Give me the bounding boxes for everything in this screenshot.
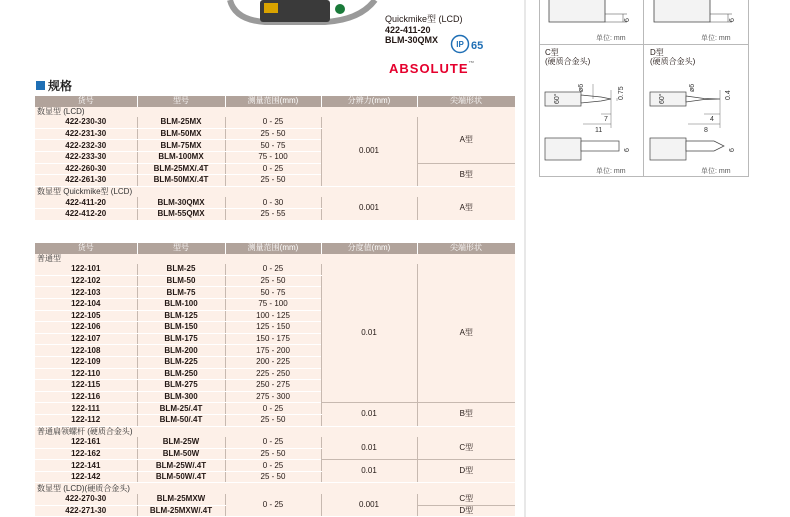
cell-range: 75 - 100 [225,151,321,163]
cell-code: 122-110 [35,368,137,380]
cell-code: 122-106 [35,322,137,334]
spec-heading [36,77,72,94]
table-row [35,403,515,415]
cell-code: 122-107 [35,333,137,345]
cell-range: 0 - 25 [225,117,321,128]
spec-table-electronic [35,96,516,221]
tip-c-desc: (硬质合金头) [545,57,591,66]
cell-range: 0 - 25 [225,437,321,448]
cell-tip: D型 [417,460,515,483]
cell-range: 50 - 75 [225,287,321,299]
cell-model: BLM-25 [137,264,225,275]
group-label: 数显型 (LCD)(硬质合金头) [35,483,515,494]
tip-d-desc: (硬质合金头) [650,57,696,66]
cell-division: 0.001 [321,494,417,517]
header-resolution: 分辨力(mm) [321,96,417,107]
cell-model: BLM-50W [137,448,225,460]
cell-tip: C型 [417,494,515,505]
tip-d-title [650,48,695,66]
cell-code: 422-232-30 [35,140,137,152]
header-range: 测量范围(mm) [225,243,321,254]
cell-model: BLM-25W/.4T [137,460,225,472]
tip-c-title [545,48,590,66]
trademark-mark: ™ [468,61,476,67]
cell-range: 0 - 25 [225,403,321,415]
table-row [35,494,515,505]
cell-model: BLM-25MXW/.4T [137,505,225,517]
cell-model: BLM-50/.4T [137,414,225,426]
absolute-logo [389,61,476,76]
cell-model: BLM-25MX [137,117,225,128]
spec-table-mechanical [35,243,516,517]
cell-range: 175 - 200 [225,345,321,357]
cell-model: BLM-225 [137,356,225,368]
spec-heading-text: 规格 [48,79,73,93]
cell-range: 0 - 25 [225,264,321,275]
cell-division: 0.01 [321,460,417,483]
table-row [35,117,515,128]
table-row [35,264,515,275]
panel-divider [539,44,748,45]
cell-division: 0.01 [321,264,417,403]
unit-label: 单位: mm [701,168,731,175]
dim-label: 6 [729,18,736,22]
cell-resolution: 0.001 [321,197,417,220]
dim-label: ø6 [578,83,585,92]
cell-code: 122-102 [35,275,137,287]
ip65-badge [450,34,490,54]
cell-range: 50 - 75 [225,140,321,152]
cell-code: 422-261-30 [35,175,137,187]
cell-code: 422-231-30 [35,128,137,140]
cell-range: 25 - 50 [225,414,321,426]
cell-model: BLM-300 [137,391,225,403]
table-header-row [35,96,515,107]
series-label: Quickmike型 (LCD) [385,14,463,24]
dim-label: 11 [595,127,603,134]
dim-label: 6 [729,148,736,152]
cell-range: 25 - 50 [225,175,321,187]
cell-range: 0 - 25 [225,460,321,472]
cell-model: BLM-55QMX [137,208,225,220]
cell-range: 250 - 275 [225,380,321,392]
tip-a-drawing [545,0,637,30]
header-tip: 尖端形状 [417,243,515,254]
tip-b-drawing [650,0,742,30]
cell-model: BLM-100 [137,298,225,310]
cell-range: 0 - 30 [225,197,321,208]
cell-range: 25 - 50 [225,275,321,287]
cell-model: BLM-175 [137,333,225,345]
header-tip: 尖端形状 [417,96,515,107]
dim-label: 0.75 [618,86,625,100]
cell-range: 100 - 125 [225,310,321,322]
table-row [35,163,515,175]
table-row [35,460,515,472]
group-label: 普通型 [35,254,515,265]
table-row [35,197,515,208]
header-code: 货号 [35,243,137,254]
cell-range: 25 - 50 [225,471,321,483]
product-model: BLM-30QMX [385,35,439,45]
tip-c-name: C型 [545,48,559,57]
cell-code: 122-162 [35,448,137,460]
cell-model: BLM-100MX [137,151,225,163]
cell-code: 122-109 [35,356,137,368]
cell-model: BLM-50W/.4T [137,471,225,483]
cell-code: 422-260-30 [35,163,137,175]
dim-label: ø6 [689,83,696,92]
ip-text: IP [456,40,464,49]
group-label: 数显型 Quickmike型 (LCD) [35,186,515,197]
cell-code: 422-270-30 [35,494,137,505]
cell-code: 122-116 [35,391,137,403]
cell-code: 422-271-30 [35,505,137,517]
cell-code: 422-411-20 [35,197,137,208]
page-divider [524,0,526,517]
cell-model: BLM-25/.4T [137,403,225,415]
header-range: 测量范围(mm) [225,96,321,107]
cell-code: 122-112 [35,414,137,426]
cell-model: BLM-150 [137,322,225,334]
unit-label: 单位: mm [596,168,626,175]
group-label: 普通扁领螺杆 (硬质合金头) [35,426,515,437]
cell-range: 125 - 150 [225,322,321,334]
cell-code: 122-105 [35,310,137,322]
cell-range: 0 - 25 [225,494,321,517]
cell-tip: A型 [417,117,515,163]
cell-tip: B型 [417,403,515,426]
absolute-logo-text: ABSOLUTE [389,61,469,76]
dim-label: 0.4 [725,90,732,100]
cell-code: 122-104 [35,298,137,310]
cell-tip: B型 [417,163,515,186]
product-code: 422-411-20 [385,24,431,35]
cell-tip: A型 [417,197,515,220]
cell-tip: C型 [417,437,515,460]
dim-label: 7 [604,116,608,123]
cell-range: 75 - 100 [225,298,321,310]
cell-range: 25 - 50 [225,128,321,140]
cell-model: BLM-25MX/.4T [137,163,225,175]
cell-model: BLM-50 [137,275,225,287]
cell-model: BLM-75 [137,287,225,299]
cell-code: 422-230-30 [35,117,137,128]
cell-code: 122-101 [35,264,137,275]
cell-code: 122-142 [35,471,137,483]
tip-c-drawing [543,70,641,170]
cell-model: BLM-50MX [137,128,225,140]
dim-label: 60° [659,93,666,104]
cell-model: BLM-200 [137,345,225,357]
unit-label: 单位: mm [701,35,731,42]
header-division: 分度值(mm) [321,243,417,254]
cell-division: 0.01 [321,437,417,460]
cell-resolution: 0.001 [321,117,417,186]
cell-tip: A型 [417,264,515,403]
cell-model: BLM-25W [137,437,225,448]
cell-code: 122-115 [35,380,137,392]
cell-code: 122-141 [35,460,137,472]
cell-range: 150 - 175 [225,333,321,345]
header-model: 型号 [137,96,225,107]
tip-d-drawing [648,70,746,170]
dim-label: 8 [704,127,708,134]
heading-square-icon [36,81,45,90]
cell-code: 422-233-30 [35,151,137,163]
cell-code: 122-111 [35,403,137,415]
ip-number: 65 [471,40,484,52]
unit-label: 单位: mm [596,35,626,42]
cell-code: 122-108 [35,345,137,357]
cell-code: 122-161 [35,437,137,448]
cell-division: 0.01 [321,403,417,426]
cell-range: 200 - 225 [225,356,321,368]
table-row [35,437,515,448]
tip-d-name: D型 [650,48,664,57]
header-code: 货号 [35,96,137,107]
cell-range: 25 - 50 [225,448,321,460]
cell-range: 275 - 300 [225,391,321,403]
cell-code: 422-412-20 [35,208,137,220]
dim-label: 6 [624,148,631,152]
dim-label: 6 [624,18,631,22]
micrometer-image [210,0,390,40]
cell-model: BLM-275 [137,380,225,392]
cell-range: 0 - 25 [225,163,321,175]
cell-tip: D型 [417,505,515,517]
cell-model: BLM-30QMX [137,197,225,208]
cell-model: BLM-25MXW [137,494,225,505]
cell-model: BLM-250 [137,368,225,380]
dim-label: 4 [710,116,714,123]
group-label: 数显型 (LCD) [35,107,515,118]
cell-range: 225 - 250 [225,368,321,380]
table-header-row [35,243,515,254]
cell-range: 25 - 55 [225,208,321,220]
cell-code: 122-103 [35,287,137,299]
cell-model: BLM-50MX/.4T [137,175,225,187]
cell-model: BLM-75MX [137,140,225,152]
header-model: 型号 [137,243,225,254]
panel-divider [643,0,644,176]
cell-model: BLM-125 [137,310,225,322]
dim-label: 60° [554,93,561,104]
